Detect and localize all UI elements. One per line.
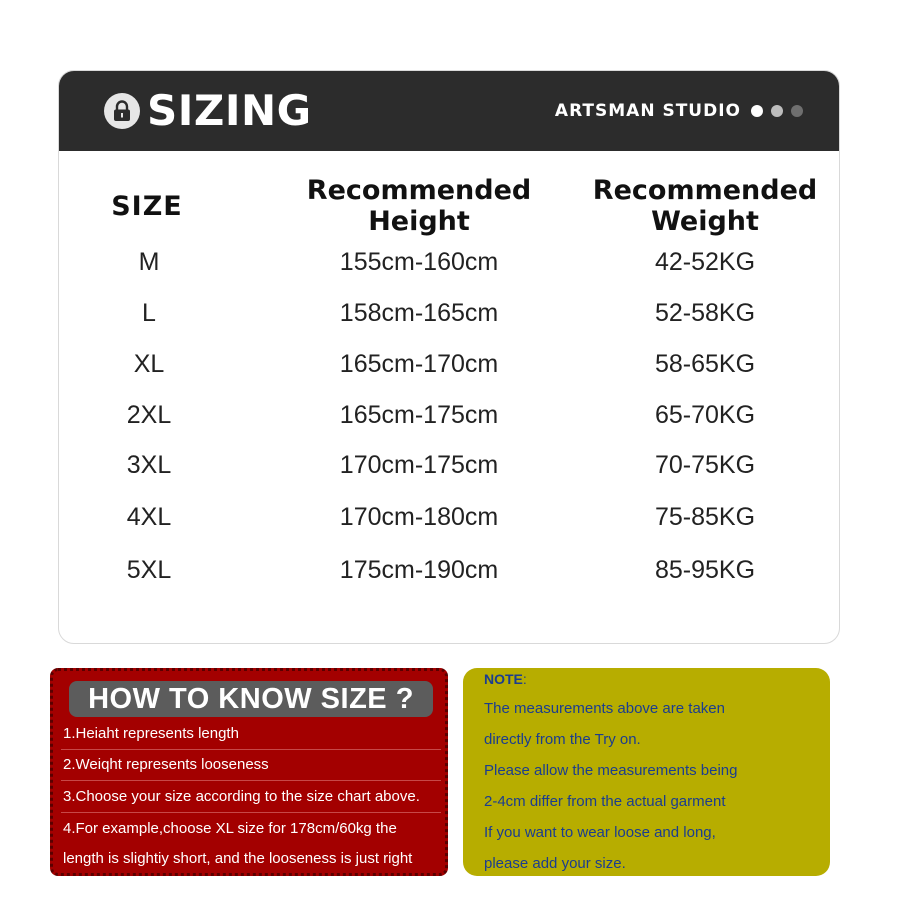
- lock-icon: [104, 93, 140, 129]
- dot-indicator: [771, 105, 783, 117]
- column-header-weight: Recommended Weight: [592, 175, 818, 237]
- pagination-dots: [751, 105, 803, 117]
- divider: [61, 780, 441, 781]
- note-panel: [463, 668, 830, 876]
- dot-indicator: [751, 105, 763, 117]
- size-cell: 5XL: [126, 556, 172, 584]
- card-header: [59, 71, 839, 151]
- height-cell: 165cm-170cm: [339, 350, 499, 378]
- table-row: [59, 550, 839, 590]
- table-row: [59, 497, 839, 537]
- height-cell: 170cm-175cm: [339, 451, 499, 479]
- note-line: directly from the Try on.: [484, 731, 641, 748]
- table-row: [59, 445, 839, 485]
- note-line: please add your size.: [484, 855, 626, 872]
- size-cell: L: [142, 299, 156, 327]
- weight-cell: 58-65KG: [654, 350, 756, 378]
- note-line: 2-4cm differ from the actual garment: [484, 793, 726, 810]
- weight-cell: 75-85KG: [654, 503, 756, 531]
- note-line: The measurements above are taken: [484, 700, 725, 717]
- table-row: [59, 293, 839, 333]
- column-header-size: SIZE: [111, 191, 183, 222]
- column-header-height: Recommended Height: [306, 175, 532, 237]
- weight-cell: 65-70KG: [654, 401, 756, 429]
- table-row: [59, 344, 839, 384]
- height-cell: 175cm-190cm: [339, 556, 499, 584]
- page-title: SIZING: [147, 86, 312, 135]
- size-chart-card: [58, 70, 840, 644]
- weight-cell: 85-95KG: [654, 556, 756, 584]
- size-cell: XL: [133, 350, 165, 378]
- note-line: If you want to wear loose and long,: [484, 824, 716, 841]
- how-to-line: 1.Heiaht represents length: [63, 725, 239, 742]
- height-cell: 165cm-175cm: [339, 401, 499, 429]
- how-to-line: 3.Choose your size according to the size chart above.: [63, 788, 420, 805]
- weight-cell: 70-75KG: [654, 451, 756, 479]
- height-cell: 170cm-180cm: [339, 503, 499, 531]
- note-label: NOTE:: [484, 671, 527, 687]
- weight-cell: 42-52KG: [654, 248, 756, 276]
- table-row: [59, 242, 839, 282]
- note-line: Please allow the measurements being: [484, 762, 738, 779]
- dot-indicator: [791, 105, 803, 117]
- how-to-know-size-panel: [50, 668, 448, 876]
- height-cell: 155cm-160cm: [339, 248, 499, 276]
- how-to-line: 2.Weiqht represents looseness: [63, 756, 269, 773]
- weight-cell: 52-58KG: [654, 299, 756, 327]
- size-cell: 3XL: [126, 451, 172, 479]
- height-cell: 158cm-165cm: [339, 299, 499, 327]
- divider: [61, 812, 441, 813]
- size-cell: 2XL: [126, 401, 172, 429]
- divider: [61, 749, 441, 750]
- how-to-title: HOW TO KNOW SIZE ?: [69, 681, 433, 717]
- table-row: [59, 395, 839, 435]
- how-to-line: length is slightiy short, and the looseness is just right: [63, 850, 413, 867]
- size-cell: 4XL: [126, 503, 172, 531]
- size-cell: M: [138, 248, 160, 276]
- brand-name: ARTSMAN STUDIO: [554, 101, 741, 121]
- how-to-line: 4.For example,choose XL size for 178cm/60kg the: [63, 820, 397, 837]
